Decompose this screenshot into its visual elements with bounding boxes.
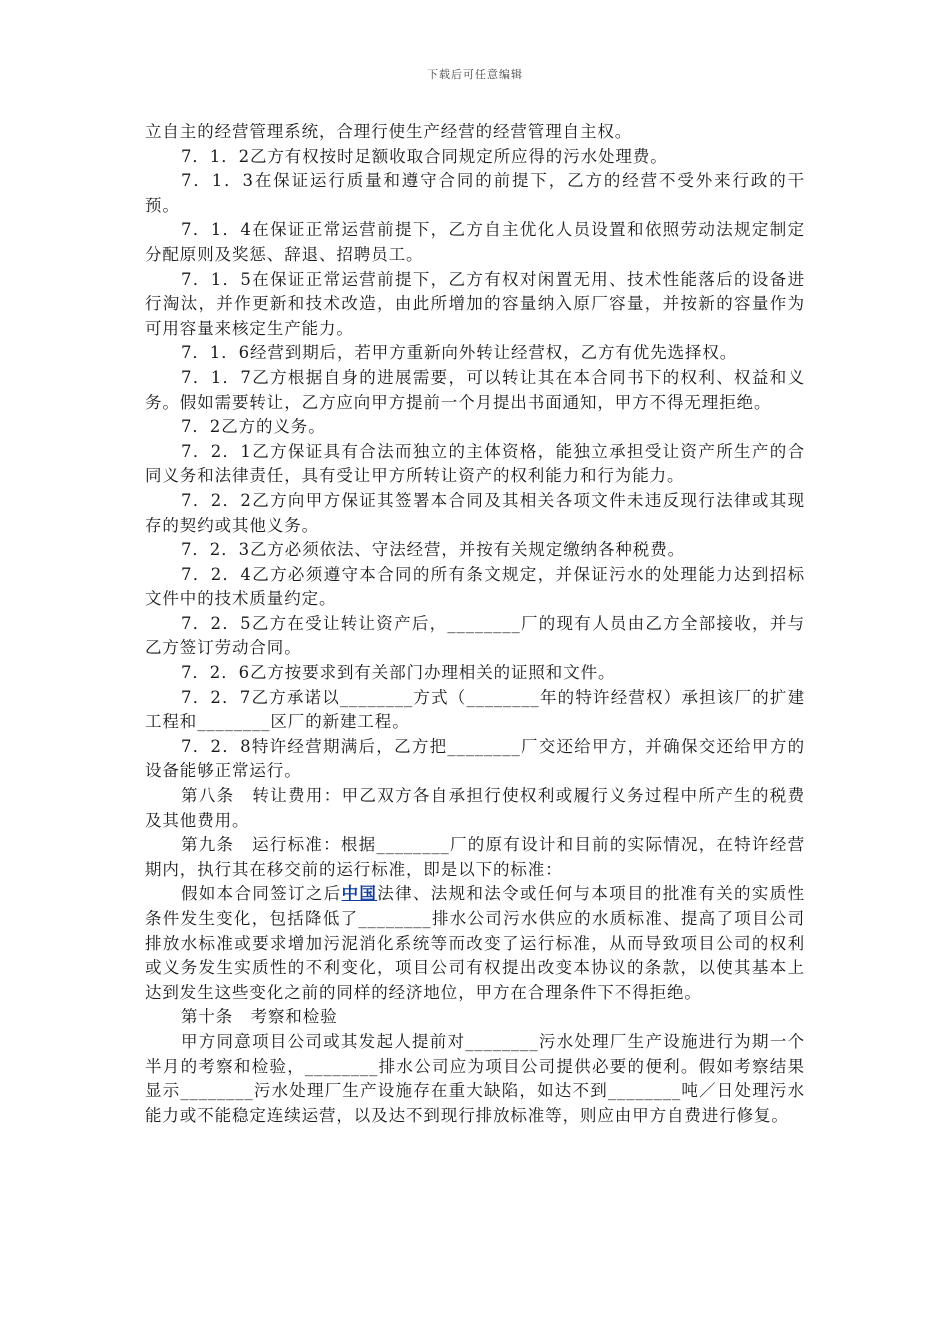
paragraph-continuation: 立自主的经营管理系统，合理行使生产经营的经营管理自主权。 — [145, 122, 633, 141]
clause-7-1-5: 7．1．5在保证正常运营前提下，乙方有权对闲置无用、技术性能落后的设备进行淘汰，并作更新和技术改造，由此所增加的容量纳入原厂容量，并按新的容量作为可用容量来核定生产能力。 — [145, 269, 805, 338]
clause-7-1-6: 7．1．6经营到期后，若甲方重新向外转让经营权，乙方有优先选择权。 — [181, 343, 738, 363]
article-10-body: 甲方同意项目公司或其发起人提前对________污水处理厂生产设施进行为期一个半月的考察和检验，________排水公司应为项目公司提供必要的便利。假如考察结果显示________污水处理厂生产设施存在重大缺陷，如达不到________吨／日处理污水能力或不能稳定连续运营，以及达不到现行排放标准等，则应由甲方自费进行修复。 — [145, 1031, 805, 1125]
change-clause-lead: 假如本合同签订之后 — [181, 884, 342, 904]
clause-7-1-4: 7．1．4在保证正常运营前提下，乙方自主优化人员设置和依照劳动法规定制定分配原则及奖惩、辞退、招聘员工。 — [145, 220, 805, 264]
page-header: 下载后可任意编辑 — [427, 68, 523, 81]
china-link[interactable]: 中国 — [341, 884, 378, 904]
clause-7-2-8: 7．2．8特许经营期满后，乙方把________厂交还给甲方，并确保交还给甲方的设备能够正常运行。 — [145, 736, 805, 781]
clause-7-2-7: 7．2．7乙方承诺以________方式（________年的特许经营权）承担该厂的扩建工程和________区厂的新建工程。 — [145, 687, 805, 732]
clause-7-2-3: 7．2．3乙方必须依法、守法经营，并按有关规定缴纳各种税费。 — [181, 540, 685, 560]
article-8: 第八条 转让费用：甲乙双方各自承担行使权利或履行义务过程中所产生的税费及其他费用。 — [145, 786, 805, 830]
clause-7-1-3: 7．1．3在保证运行质量和遵守合同的前提下，乙方的经营不受外来行政的干预。 — [145, 171, 805, 215]
clause-7-2-6: 7．2．6乙方按要求到有关部门办理相关的证照和文件。 — [181, 663, 616, 683]
clause-7-2: 7．2乙方的义务。 — [181, 417, 326, 437]
clause-7-1-7: 7．1．7乙方根据自身的进展需要，可以转让其在本合同书下的权利、权益和义务。假如需要转让，乙方应向甲方提前一个月提出书面通知，甲方不得无理拒绝。 — [145, 367, 805, 412]
clause-7-2-5: 7．2．5乙方在受让转让资产后，________厂的现有人员由乙方全部接收，并与乙方签订劳动合同。 — [145, 613, 805, 658]
clause-7-2-4: 7．2．4乙方必须遵守本合同的所有条文规定，并保证污水的处理能力达到招标文件中的技术质量约定。 — [145, 564, 805, 609]
clause-7-1-2: 7．1．2乙方有权按时足额收取合同规定所应得的污水处理费。 — [181, 146, 668, 166]
document-body — [145, 120, 805, 1128]
article-9-change-clause — [145, 882, 805, 1005]
article-10-title: 第十条 考察和检验 — [181, 1007, 338, 1027]
article-9: 第九条 运行标准：根据________厂的原有设计和目前的实际情况，在特许经营期内，执行其在移交前的运行标准，即是以下的标准： — [145, 835, 805, 879]
clause-7-2-1: 7．2．1乙方保证具有合法而独立的主体资格，能独立承担受让资产所生产的合同义务和法律责任，具有受让甲方所转让资产的权利能力和行为能力。 — [145, 441, 805, 486]
change-clause-rest: 法律、法规和法令或任何与本项目的批准有关的实质性条件发生变化，包括降低了________排水公司污水供应的水质标准、提高了项目公司排放水标准或要求增加污泥消化系统等而改变了运行标准，从而导致项目公司的权利或义务发生实质性的不利变化，项目公司有权提出改变本协议的条款，以使其基本上达到发生这些变化之前的同样的经济地位，甲方在合理条件下不得拒绝。 — [145, 884, 805, 1002]
clause-7-2-2: 7．2．2乙方向甲方保证其签署本合同及其相关各项文件未违反现行法律或其现存的契约或其他义务。 — [145, 490, 805, 535]
